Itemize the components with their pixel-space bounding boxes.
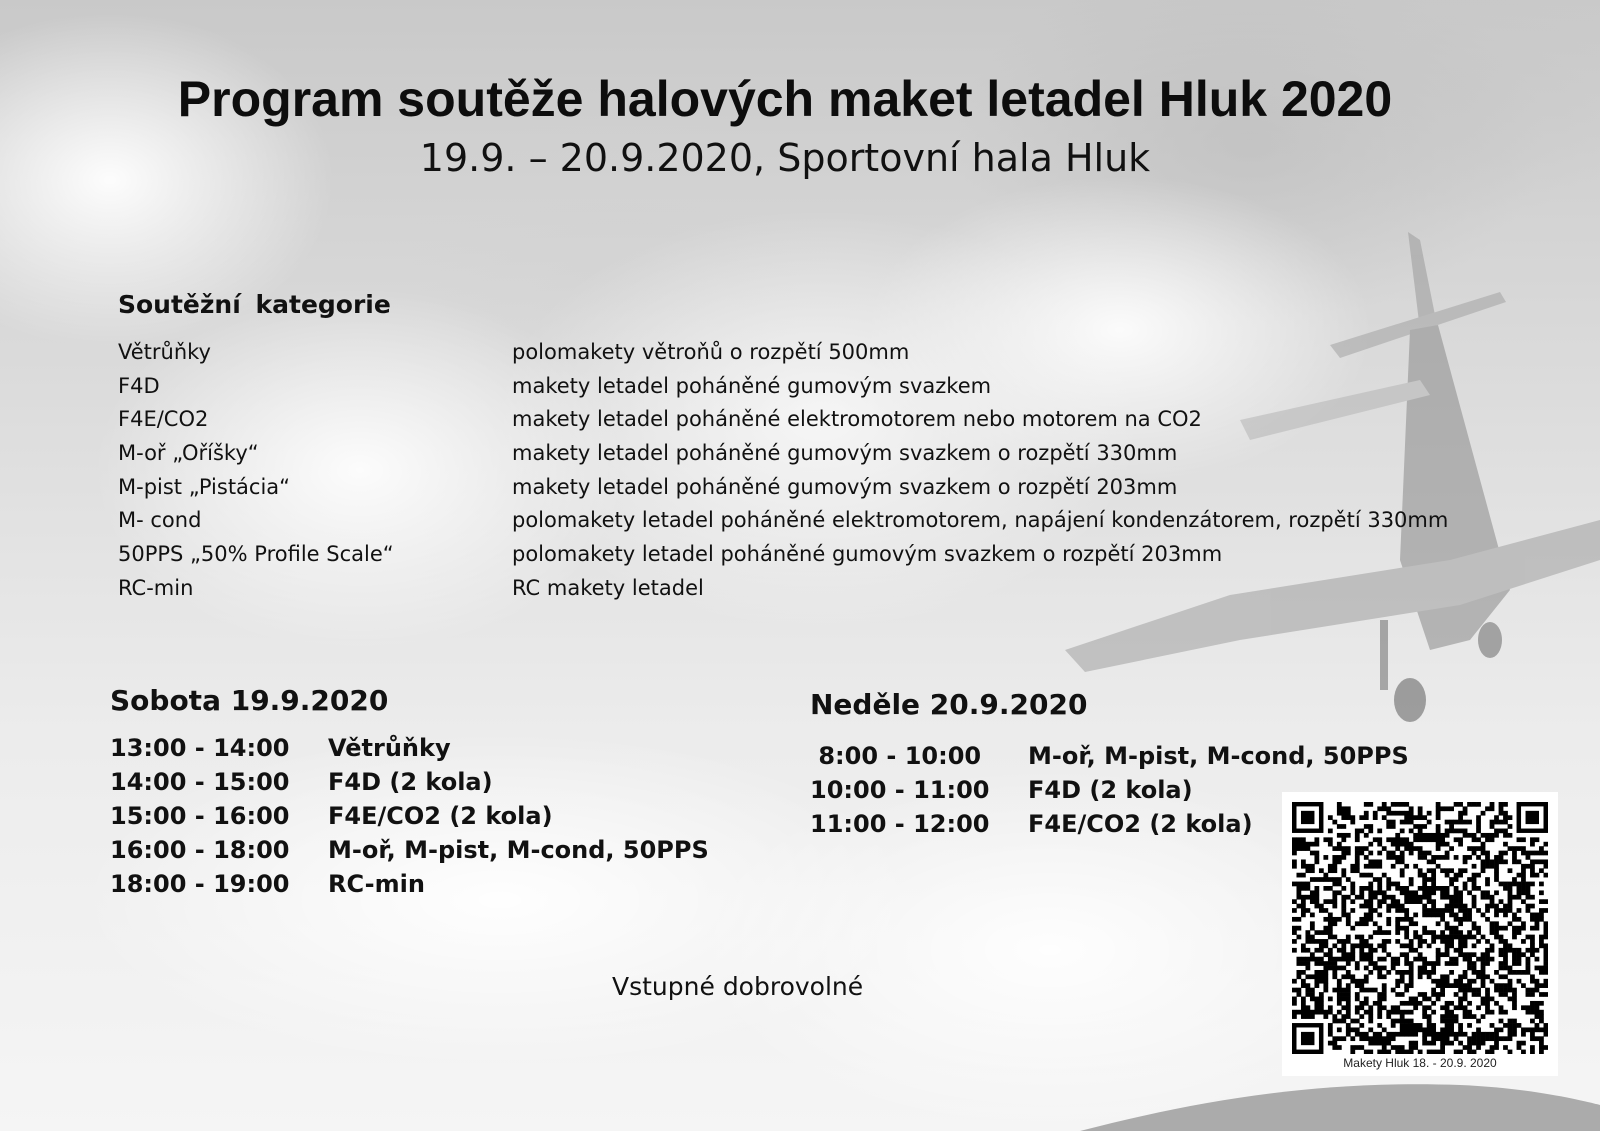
category-name: Větrůňky	[118, 340, 211, 364]
entry-note: Vstupné dobrovolné	[612, 972, 864, 1001]
poster-title: Program soutěže halových maket letadel Hluk 2020	[177, 71, 1393, 127]
category-name: M-pist „Pistácia“	[118, 474, 291, 499]
sunday-heading: Neděle 20.9.2020	[810, 688, 1088, 721]
schedule-time: 13:00 - 14:00	[110, 734, 290, 762]
category-description: polomakety větroňů o rozpětí 500mm	[512, 340, 910, 364]
schedule-time: 10:00 - 11:00	[810, 776, 990, 804]
schedule-time: 15:00 - 16:00	[110, 802, 290, 830]
category-name: F4E/CO2	[118, 407, 209, 432]
schedule-time: 8:00 - 10:00	[810, 742, 982, 770]
schedule-time: 16:00 - 18:00	[110, 836, 290, 864]
hill-image	[1080, 1084, 1600, 1131]
category-name: M-oř „Oříšky“	[118, 441, 259, 466]
category-description: makety letadel poháněné gumovým svazkem	[512, 373, 992, 398]
category-description: makety letadel poháněné elektromotorem nebo motorem na CO2	[512, 407, 1202, 432]
schedule-event: M-oř, M-pist, M-cond, 50PPS	[1028, 742, 1409, 770]
category-name: F4D	[118, 373, 160, 398]
schedule-event: M-oř, M-pist, M-cond, 50PPS	[328, 836, 709, 864]
schedule-event: F4E/CO2 (2 kola)	[328, 802, 553, 830]
schedule-time: 14:00 - 15:00	[110, 768, 290, 796]
qr-caption: Makety Hluk 18. - 20.9. 2020	[1343, 1056, 1497, 1070]
schedule-time: 11:00 - 12:00	[810, 810, 990, 838]
schedule-event: F4D (2 kola)	[328, 768, 493, 796]
category-description: makety letadel poháněné gumovým svazkem o rozpětí 330mm	[512, 441, 1178, 466]
category-description: polomakety letadel poháněné gumovým svazkem o rozpětí 203mm	[512, 542, 1223, 567]
qr-code-panel[interactable]	[1282, 792, 1558, 1076]
qr-code-icon[interactable]	[1292, 802, 1548, 1054]
schedule-time: 18:00 - 19:00	[110, 870, 290, 898]
schedule-event: F4E/CO2 (2 kola)	[1028, 810, 1253, 838]
category-description: polomakety letadel poháněné elektromotorem, napájení kondenzátorem, rozpětí 330mm	[512, 508, 1449, 533]
category-name: M- cond	[118, 508, 202, 533]
schedule-event: F4D (2 kola)	[1028, 776, 1193, 804]
categories-heading: Soutěžní kategorie	[118, 290, 391, 319]
schedule-event: RC-min	[328, 870, 425, 898]
category-name: 50PPS „50% Profile Scale“	[118, 542, 394, 567]
category-description: RC makety letadel	[512, 575, 704, 600]
category-description: makety letadel poháněné gumovým svazkem o rozpětí 203mm	[512, 474, 1178, 499]
poster-subtitle: 19.9. – 20.9.2020, Sportovní hala Hluk	[419, 136, 1151, 180]
saturday-heading: Sobota 19.9.2020	[110, 684, 389, 717]
schedule-event: Větrůňky	[328, 734, 451, 762]
category-name: RC-min	[118, 575, 194, 600]
